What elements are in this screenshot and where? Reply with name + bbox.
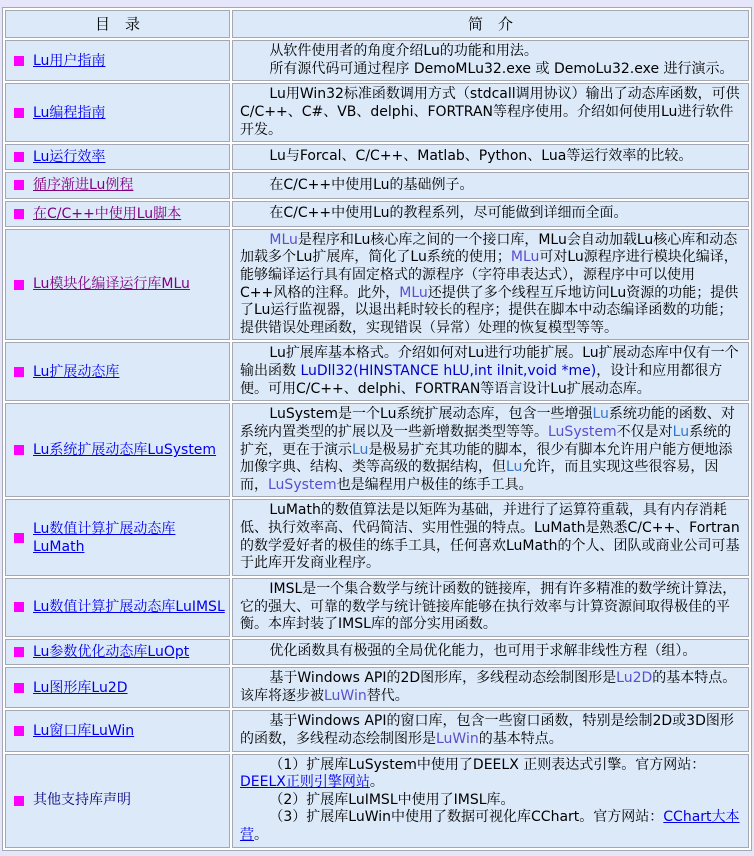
text-segment: 优化函数具有极强的全局优化能力，也可用于求解非线性方程（组）。 — [269, 643, 697, 660]
toc-item — [14, 643, 225, 661]
toc-column-header: 目 录 — [5, 10, 230, 38]
text-segment: 在C/C++中使用Lu的教程系列，尽可能做到详细而全面。 — [269, 204, 628, 221]
text-segment: 也是编程用户极佳的练手工具。 — [336, 476, 533, 493]
toc-cell — [5, 83, 230, 142]
toc-item — [14, 791, 225, 809]
intro-cell — [232, 83, 749, 142]
text-segment: 所有源代码可通过程序 DemoMLu32.exe 或 DemoLu32.exe 进行演示。 — [269, 60, 734, 77]
table-row — [5, 144, 749, 170]
toc-item — [14, 275, 225, 293]
toc-link[interactable]: Lu数值计算扩展动态库LuMath — [33, 520, 176, 555]
intro-cell — [232, 40, 749, 81]
intro-cell — [232, 403, 749, 497]
bullet-square-icon — [14, 533, 24, 543]
toc-link[interactable]: Lu模块化编译运行库MLu — [33, 276, 190, 293]
intro-paragraph — [240, 86, 741, 139]
intro-paragraph — [240, 713, 741, 748]
header-row — [5, 10, 749, 38]
text-segment: 在C/C++中使用Lu的基础例子。 — [269, 176, 474, 193]
toc-link[interactable]: Lu图形库Lu2D — [33, 679, 128, 696]
bullet-square-icon — [14, 683, 24, 693]
toc-item — [14, 104, 225, 122]
text-segment: （1）扩展库LuSystem中使用了DEELX 正则表达式引擎。官方网站： — [269, 756, 706, 773]
table-row — [5, 83, 749, 142]
text-segment: Lu — [352, 441, 369, 458]
table-row — [5, 229, 749, 341]
toc-cell — [5, 754, 230, 848]
text-segment: （2）扩展库LuIMSL中使用了IMSL库。 — [269, 791, 515, 808]
toc-item — [14, 520, 225, 556]
toc-label: 其他支持库声明 — [33, 792, 131, 809]
text-segment: Lu — [506, 459, 523, 476]
text-segment: Lu与Forcal、C/C++、Matlab、Python、Lua等运行效率的比较。 — [269, 148, 693, 165]
intro-paragraph — [240, 670, 744, 705]
text-segment: IMSL是一个集合数学与统计函数的链接库，拥有许多精准的数学统计算法，它的强大、可靠的数学与统计链接库能够在执行效率与计算资源间取得极佳的平衡。本库封装了IMSL库的部分实用函数。 — [240, 580, 737, 633]
toc-item — [14, 598, 225, 616]
toc-cell — [5, 403, 230, 497]
text-segment: LuMath的数值算法是以矩阵为基础，并进行了运算符重载，具有内存消耗低、执行效率高、代码简洁、实用性强的特点。LuMath是熟悉C/C++、Fortran的数学爱好者的极佳的练手工具，任何喜欢LuMath的个人、团队或商业公司可基于此库开发商业程序。 — [240, 502, 740, 572]
table-row — [5, 499, 749, 576]
table-row — [5, 201, 749, 227]
bullet-square-icon — [14, 726, 24, 736]
intro-paragraph — [240, 345, 741, 398]
text-segment: 系统的扩充，更在于演示 — [240, 423, 732, 458]
toc-cell — [5, 667, 230, 708]
toc-link[interactable]: Lu扩展动态库 — [33, 363, 120, 380]
toc-cell — [5, 710, 230, 751]
intro-link[interactable]: CChart大本营 — [240, 809, 740, 843]
text-segment: Lu2D — [616, 670, 653, 686]
table-row — [5, 639, 749, 665]
text-segment: （3）扩展库LuWin中使用了数据可视化库CChart。官方网站： — [269, 809, 664, 826]
toc-link[interactable]: Lu参数优化动态库LuOpt — [33, 643, 190, 660]
text-segment: MLu — [510, 249, 540, 266]
text-segment: 。 — [369, 774, 384, 791]
text-segment: LuWin — [324, 687, 367, 704]
text-segment: ，设计和应用都很方便。可用C/C++、delphi、FORTRAN等语言设计Lu扩展动态库。 — [240, 363, 723, 397]
toc-link[interactable]: 循序渐进Lu例程 — [33, 177, 134, 194]
content-table — [2, 7, 752, 851]
intro-cell — [232, 710, 749, 751]
bullet-square-icon — [14, 180, 24, 190]
text-segment: Lu扩展库基本格式。介绍如何对Lu进行功能扩展。Lu扩展动态库中仅有一个输出函数 — [240, 345, 739, 380]
intro-paragraph — [240, 148, 741, 166]
intro-link[interactable]: DEELX正则引擎网站 — [240, 774, 370, 791]
toc-link[interactable]: Lu系统扩展动态库LuSystem — [33, 442, 217, 459]
intro-paragraph — [240, 177, 741, 195]
bullet-square-icon — [14, 280, 24, 290]
toc-link[interactable]: Lu编程指南 — [33, 104, 106, 121]
toc-cell — [5, 499, 230, 576]
bullet-square-icon — [14, 796, 24, 806]
toc-item — [14, 363, 225, 381]
bullet-square-icon — [14, 602, 24, 612]
bullet-square-icon — [14, 152, 24, 162]
bullet-square-icon — [14, 367, 24, 377]
intro-cell — [232, 144, 749, 170]
bullet-square-icon — [14, 445, 24, 455]
text-segment: Lu — [592, 406, 609, 423]
text-segment: 不仅是对 — [616, 423, 673, 440]
text-segment: LuWin — [436, 730, 479, 747]
intro-cell — [232, 229, 749, 341]
toc-link[interactable]: Lu窗口库LuWin — [33, 722, 135, 739]
toc-cell — [5, 639, 230, 665]
text-segment: 基于Windows API的2D图形库，多线程动态绘制图形是 — [269, 670, 617, 686]
toc-item — [14, 176, 225, 194]
table-row — [5, 667, 749, 708]
toc-link[interactable]: Lu运行效率 — [33, 149, 106, 166]
toc-cell — [5, 40, 230, 81]
text-segment: 。 — [254, 827, 268, 843]
intro-paragraph — [240, 581, 741, 634]
toc-link[interactable]: Lu数值计算扩展动态库LuIMSL — [33, 599, 225, 616]
text-segment: LuDll32(HINSTANCE hLU,int iInit,void *me) — [300, 363, 597, 380]
bullet-square-icon — [14, 209, 24, 219]
text-segment: 替代。 — [366, 687, 409, 704]
toc-item — [14, 148, 225, 166]
intro-paragraph — [240, 809, 741, 844]
intro-paragraph — [240, 61, 741, 79]
text-segment: 从软件使用者的角度介绍Lu的功能和用法。 — [269, 43, 538, 59]
bullet-square-icon — [14, 108, 24, 118]
text-segment: 是极易扩充其功能的脚本，很少有脚本允许用户能方便地添加像字典、结构、类等高级的数据结构，但 — [240, 441, 733, 476]
text-segment: 基于Windows API的窗口库，包含一些窗口函数，特别是绘制2D或3D图形的函数，多线程动态绘制图形是 — [240, 713, 734, 747]
intro-paragraph — [240, 406, 741, 494]
text-segment: LuSystem — [268, 476, 337, 493]
table-row — [5, 578, 749, 637]
text-segment: 的基本特点。 该库将逐步被 — [240, 670, 744, 704]
intro-cell — [232, 201, 749, 227]
text-segment: Lu用Win32标准函数调用方式（stdcall调用协议）输出了动态库函数，可供C/C++、C#、VB、delphi、FORTRAN等程序使用。介绍如何使用Lu进行软件开发。 — [240, 86, 740, 138]
toc-item — [14, 205, 225, 223]
intro-cell — [232, 499, 749, 576]
intro-cell — [232, 578, 749, 637]
text-segment: 还提供了多个线程互斥地访问Lu资源的功能；提供了Lu运行监视器，以退出耗时较长的程序；提供在脚本中动态编译函数的功能；提供错误处理函数，实现错误（异常）处理的恢复模型等等。 — [240, 284, 739, 336]
intro-cell — [232, 754, 749, 848]
intro-column-header: 简 介 — [232, 10, 749, 38]
intro-paragraph — [240, 502, 741, 573]
intro-cell — [232, 342, 749, 401]
toc-item — [14, 679, 225, 697]
text-segment: MLu — [269, 231, 298, 248]
toc-cell — [5, 342, 230, 401]
toc-cell — [5, 172, 230, 198]
table-row — [5, 754, 749, 848]
text-segment: LuSystem — [548, 423, 617, 440]
text-segment: 允许，而且实现这些很容易，因而， — [240, 459, 719, 493]
table-row — [5, 710, 749, 751]
text-segment: 可对Lu源程序进行模块化编译，能够编译运行具有固定格式的源程序（字符串表达式），源程序中可以使用C++风格的注释。此外， — [240, 249, 738, 301]
toc-cell — [5, 144, 230, 170]
bullet-square-icon — [14, 647, 24, 657]
toc-cell — [5, 578, 230, 637]
table-row — [5, 403, 749, 497]
intro-paragraph — [240, 205, 741, 223]
toc-link[interactable]: Lu用户指南 — [33, 52, 106, 69]
intro-cell — [232, 639, 749, 665]
table-row — [5, 342, 749, 401]
intro-cell — [232, 667, 749, 708]
intro-paragraph — [240, 43, 741, 61]
intro-paragraph — [240, 757, 741, 792]
table-row — [5, 40, 749, 81]
toc-cell — [5, 201, 230, 227]
text-segment: Lu — [672, 423, 690, 440]
intro-paragraph — [240, 792, 741, 810]
toc-cell — [5, 229, 230, 341]
intro-paragraph — [240, 232, 741, 338]
text-segment: 系统功能的函数、对系统内置类型的扩展以及一些新增数据类型等等。 — [240, 406, 735, 440]
text-segment: 是程序和Lu核心库之间的一个接口库，MLu会自动加载Lu核心库和动态加载多个Lu扩展库，简化了Lu系统的使用； — [240, 231, 738, 266]
table-row — [5, 172, 749, 198]
intro-cell — [232, 172, 749, 198]
bullet-square-icon — [14, 56, 24, 66]
toc-item — [14, 52, 225, 70]
text-segment: LuSystem是一个Lu系统扩展动态库，包含一些增强 — [269, 406, 593, 423]
toc-item — [14, 441, 225, 459]
toc-link[interactable]: 在C/C++中使用Lu脚本 — [33, 205, 182, 222]
toc-item — [14, 722, 225, 740]
intro-paragraph — [240, 643, 741, 661]
text-segment: 的基本特点。 — [478, 730, 563, 747]
text-segment: MLu — [399, 284, 428, 301]
